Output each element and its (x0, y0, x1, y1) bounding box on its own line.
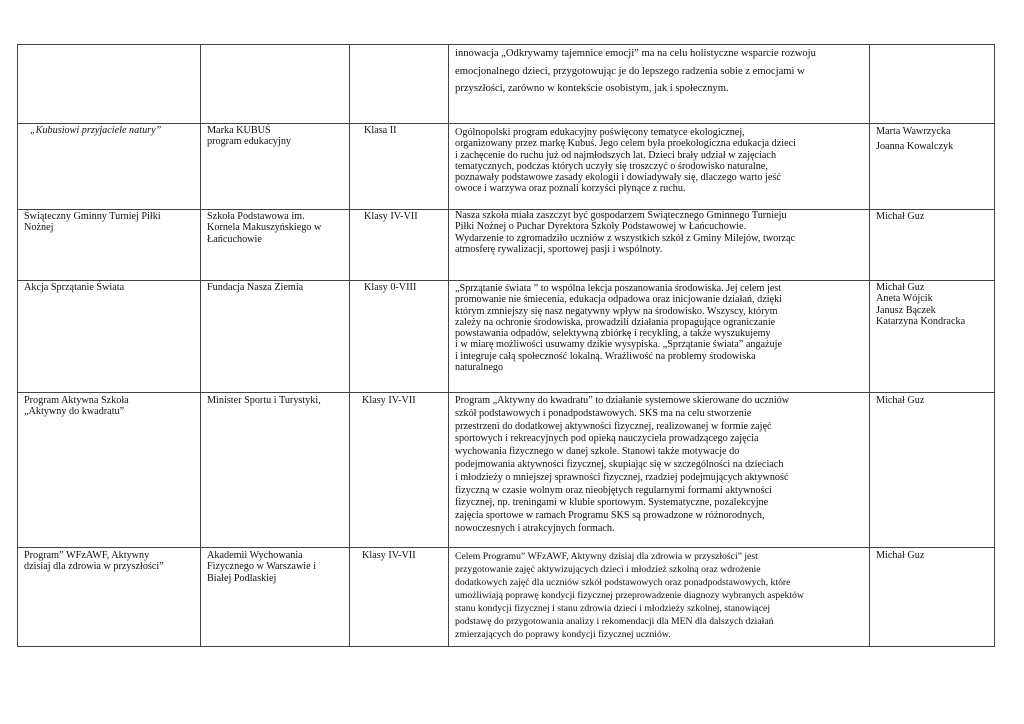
description-line: podejmowania aktywności fizycznej, skupiając się w szczególności na dzieciach (455, 458, 784, 470)
program-name: Program Aktywna Szkoła (24, 395, 129, 406)
organizer-name: Fundacja Nasza Ziemia (207, 282, 304, 293)
person-name: Janusz Bączek (876, 304, 936, 316)
description-line: powstawania odpadów, selektywną zbiórkę i recykling, a także wyszukujemy (455, 328, 771, 340)
description-line: Celem Programu” WFzAWF, Aktywny dzisiaj dla zdrowia w przyszłości” jest (455, 551, 758, 562)
program-name: „Aktywny do kwadratu” (24, 406, 125, 418)
person-name: Michał Guz (876, 395, 925, 406)
people-cell (870, 45, 995, 124)
description-line: organizowany przez markę Kubuś. Jego celem była proekologiczna edukacja dzieci (455, 138, 796, 150)
classes-value: Klasy 0-VIII (364, 282, 417, 293)
person-name: Michał Guz (876, 211, 925, 222)
person-name: Marta Wawrzycka (876, 126, 951, 137)
people-cell (870, 393, 995, 548)
description-line: umożliwiają poprawę kondycji fizycznej przeprowadzenie diagnozy wybranych aspektów (455, 590, 804, 601)
organizer-name: Kornela Makuszyńskiego w (207, 222, 322, 234)
classes-value: Klasy IV-VII (364, 211, 418, 222)
description-line: naturalnego (455, 362, 504, 374)
program-name-cell (18, 548, 201, 647)
description-line: Nasza szkoła miała zaszczyt być gospodarzem Świątecznego Gminnego Turnieju (455, 210, 787, 221)
description-line: promowanie nie śmiecenia, edukacja odpadowa oraz inicjowanie działań, dzięki (455, 294, 782, 306)
organizer-name: Łańcuchowie (207, 233, 262, 245)
classes-cell (350, 393, 449, 548)
program-name-cell (18, 393, 201, 548)
description-cell (449, 281, 870, 393)
description-line: nowoczesnych i atrakcyjnych formach. (455, 522, 615, 534)
description-line: innowacja „Odkrywamy tajemnice emocji” ma na celu holistyczne wsparcie rozwoju (455, 48, 816, 59)
organizer-name: program edukacyjny (207, 136, 292, 148)
description-line: i młodzieży o mniejszej sprawności fizycznej, rzadziej podejmujących aktywność (455, 471, 789, 483)
program-name: dzisiaj dla zdrowia w przyszłości” (24, 561, 164, 573)
classes-cell (350, 210, 449, 281)
description-line: wychowania fizycznego w danej szkole. Stanowi także motywacje do (455, 446, 740, 458)
organizer-cell (201, 45, 350, 124)
description-line: fizyczną w czasie wolnym oraz nieobjętych regularnymi formami aktywności (455, 484, 772, 496)
organizer-cell (201, 210, 350, 281)
description-line: przestrzeni do dodatkowej aktywności fizycznej, realizowanej w formie zajęć (455, 420, 772, 432)
classes-value: Klasa II (364, 125, 397, 136)
program-name: Akcja Sprzątanie Świata (24, 282, 125, 293)
people-cell (870, 548, 995, 647)
description-line: którym zmniejszy się nasz negatywny wpływ na środowisko. Wszyscy, którym (455, 305, 778, 317)
table-row (18, 281, 995, 393)
program-name-cell (18, 45, 201, 124)
description-line: owoce i warzywa oraz poznali korzyści płynące z ruchu. (455, 183, 686, 195)
description-line: i zachęcenie do ruchu już od najmłodszych lat. Dzieci brały udział w zajęciach (455, 149, 777, 161)
classes-cell (350, 124, 449, 210)
description-line: Ogólnopolski program edukacyjny poświęcony tematyce ekologicznej, (455, 127, 745, 138)
person-name: Aneta Wójcik (876, 293, 933, 305)
description-line: tematycznych, podczas których uczyły się troszczyć o środowisko naturalne, (455, 160, 768, 172)
program-name-cell (18, 124, 201, 210)
program-name: „Kubusiowi przyjaciele natury” (30, 125, 162, 136)
organizer-name: Białej Podlaskiej (207, 572, 277, 584)
organizer-name: Akademii Wychowania (207, 550, 303, 561)
description-line: atmosferę rywalizacji, sportowej pasji i wspólnoty. (455, 243, 663, 255)
program-name: Program” WFzAWF, Aktywny (24, 550, 150, 561)
description-line: podstawę do przygotowania analizy i rekomendacji dla MEN dla dalszych działań (455, 616, 774, 627)
description-line: zajęcia sportowe w ramach Programu SKS są prowadzone w różnorodnych, (455, 510, 765, 522)
classes-value: Klasy IV-VII (362, 550, 416, 561)
organizer-cell (201, 281, 350, 393)
description-line: dodatkowych zajęć dla uczniów szkół podstawowych oraz ponadpodstawowych, które (455, 577, 791, 588)
description-cell (449, 45, 870, 124)
table-row (18, 124, 995, 210)
program-name: Świąteczny Gminny Turniej Piłki (24, 211, 161, 222)
table-row (18, 393, 995, 548)
description-cell (449, 210, 870, 281)
table-row (18, 45, 995, 124)
description-line: przygotowanie zajęć aktywizujących dzieci i młodzież szkolną oraz wdrożenie (455, 564, 761, 575)
organizer-cell (201, 548, 350, 647)
description-line: Wydarzenie to zgromadziło uczniów z wszystkich szkół z Gminy Milejów, tworząc (455, 232, 796, 244)
organizer-name: Marka KUBUŚ (207, 125, 271, 136)
description-line: i integruje całą społeczność lokalną. Wrażliwość na problemy środowiska (455, 350, 756, 362)
person-name: Joanna Kowalczyk (876, 140, 954, 152)
table-row (18, 210, 995, 281)
activities-table (17, 44, 995, 647)
description-line: „Sprzątanie świata ” to wspólna lekcja poszanowania środowiska. Jej celem jest (455, 283, 782, 294)
description-line: Program „Aktywny do kwadratu” to działanie systemowe skierowane do uczniów (455, 395, 790, 406)
people-cell (870, 124, 995, 210)
classes-value: Klasy IV-VII (362, 395, 416, 406)
person-name: Michał Guz (876, 282, 925, 293)
program-name-cell (18, 281, 201, 393)
description-cell (449, 548, 870, 647)
description-cell (449, 124, 870, 210)
description-cell (449, 393, 870, 548)
description-line: przyszłości, zarówno w kontekście osobistym, jak i społecznym. (455, 83, 729, 94)
classes-cell (350, 281, 449, 393)
description-line: i w miarę możliwości usuwamy dzikie wysypiska. „Sprzątanie świata” angażuje (455, 339, 783, 351)
table-row (18, 548, 995, 647)
description-line: Piłki Nożnej o Puchar Dyrektora Szkoły Podstawowej w Łańcuchowie. (455, 221, 747, 233)
program-name: Nożnej (24, 222, 54, 234)
program-name-cell (18, 210, 201, 281)
description-line: emocjonalnego dzieci, przygotowując je do lepszego radzenia sobie z emocjami w (455, 65, 805, 77)
organizer-name: Fizycznego w Warszawie i (207, 561, 317, 573)
person-name: Michał Guz (876, 550, 925, 561)
description-line: poznawały podstawowe zasady ekologii i dowiadywały się, dlaczego warto jeść (455, 172, 781, 184)
description-line: sportowych i rekreacyjnych pod opieką nauczyciela prowadzącego zajęcia (455, 433, 759, 445)
description-line: stanu kondycji fizycznej i stanu zdrowia dzieci i młodzieży szkolnej, stanowiącej (455, 603, 771, 614)
description-line: zależy na ochronie środowiska, prowadzili działania propagujące ograniczanie (455, 316, 776, 328)
people-cell (870, 281, 995, 393)
organizer-name: Szkoła Podstawowa im. (207, 211, 305, 222)
classes-cell (350, 45, 449, 124)
organizer-cell (201, 124, 350, 210)
organizer-cell (201, 393, 350, 548)
classes-cell (350, 548, 449, 647)
person-name: Katarzyna Kondracka (876, 315, 966, 327)
description-line: szkół podstawowych i ponadpodstawowych. SKS ma na celu stworzenie (455, 407, 752, 419)
description-line: fizycznej, np. treningami w klubie sportowym. Systematyczne, pozalekcyjne (455, 497, 769, 509)
people-cell (870, 210, 995, 281)
organizer-name: Minister Sportu i Turystyki, (207, 395, 321, 406)
description-line: zmierzających do poprawy kondycji fizycznej uczniów. (455, 629, 671, 640)
